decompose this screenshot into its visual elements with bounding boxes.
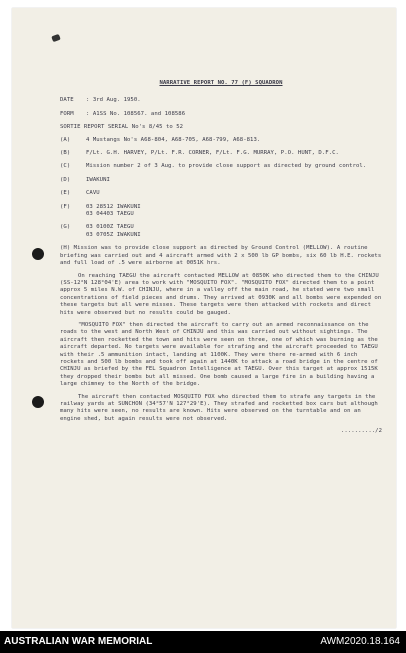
field-label: (G): [60, 224, 71, 231]
paragraph-2: On reaching TAEGU the aircraft contacted MELLOW at 0850K who directed them to the CHINJU (SS-12°N 128°04'E) area to work with "MOSQUITO FOX". "MOSQUITO FOX" directed them to a point approx 5 miles N.W. of CHINJU, where in a valley off the main road, he stated were two small concentrations of field pieces and drums. They arrived at 0930K and all bombs were expended on these targets but all were misses. These targets were then attacked with rockets and direct hits were observed but no results could be gauged.: [60, 272, 385, 316]
field-label: (D): [60, 176, 71, 183]
field-c-row: [60, 163, 382, 170]
field-value: F/Lt. G.H. HARVEY, P/Lt. F.R. CORNER, F/Lt. F.G. MURRAY, P.O. HUNT, D.F.C.: [86, 150, 339, 157]
field-a-row: [60, 137, 382, 144]
field-label: (C): [60, 163, 71, 170]
continuation-marker: ........../2: [340, 428, 382, 435]
date-row: [60, 97, 382, 104]
field-value: 4 Mustangs No's A68-804, A68-705, A68-799, A68-813.: [86, 136, 261, 143]
field-value: IWAKUNI: [86, 176, 110, 183]
punch-hole-bottom: [32, 396, 44, 408]
ink-mark: [51, 34, 61, 42]
form-label: FORM: [60, 110, 74, 117]
field-b-row: [60, 150, 382, 157]
field-value: 03 28512 IWAKUNI 03 04403 TAEGU: [86, 203, 141, 218]
field-value: CAVU: [86, 190, 100, 197]
field-f-row: [60, 204, 382, 219]
field-label: (A): [60, 136, 71, 143]
caption-bar: [0, 631, 406, 653]
field-label: (E): [60, 190, 71, 197]
field-label: (B): [60, 150, 71, 157]
caption-accession-number: AWM2020.18.164: [320, 636, 400, 647]
field-value: Mission number 2 of 3 Aug. to provide close support as directed by ground control.: [86, 163, 367, 170]
paragraph-h: (H) Mission was to provide close support as directed by Ground Control (MELLOW). A routine briefing was carried out and 4 aircraft armed with 2 x 500 lb GP bombs, six 60 lb H.E. rockets and full load of .5 were airborne at 0051K hrs.: [60, 245, 385, 267]
form-row: [60, 111, 382, 118]
paragraph-4: The aircraft then contacted MOSQUITO FOX who directed them to strafe any targets in the railway yards at SUNCHON (34°57'N 127°29'E). They strafed and rocketted box cars but although many hits were seen, no results are known. Hits were observed on the turntable and on an engine shed, but again results were not observed.: [60, 393, 382, 422]
field-e-row: [60, 190, 382, 197]
date-label: DATE: [60, 97, 74, 104]
date-value: : 3rd Aug. 1950.: [86, 97, 141, 104]
caption-source: AUSTRALIAN WAR MEMORIAL: [4, 636, 153, 647]
report-title: NARRATIVE REPORT NO. 77 (F) SQUADRON: [159, 80, 283, 86]
report-body: [60, 80, 385, 436]
punch-hole-top: [32, 248, 44, 260]
field-value: 03 0100Z TAEGU 03 0705Z IWAKUNI: [86, 224, 141, 238]
paragraph-3: "MOSQUITO FOX" then directed the aircraft to carry out an armed reconnaissance on the roads to the west and North West of CHINJU and this was carried out without sightings. The aircraft then rocketted the town and hits were seen on three, one of which was burning as the aircraft departed. No targets were available for strafing and the aircraft proceeded to TAEGU with their .5 ammunition intact, landing at 1100K. They were there re-armed with 6 inch rockets and 500 lb bombs and took off again at 1440K to attack a road bridge in the centre of CHINJU as briefed by the FEL Squadron Intelligence at TAEGU. Over this target at approx 1515K they dropped their bombs but all missed. One bomb caused a large fire in a building having a large chimney to the North of the bridge.: [60, 321, 382, 388]
form-value: : A1SS No. 108567. and 108586: [86, 110, 186, 117]
field-d-row: [60, 177, 382, 184]
document-paper: [12, 8, 396, 628]
sortie-serial: SORTIE REPORT SERIAL No's 8/45 to 52: [60, 124, 184, 131]
field-g-row: [60, 224, 382, 239]
field-label: (F): [60, 203, 71, 210]
